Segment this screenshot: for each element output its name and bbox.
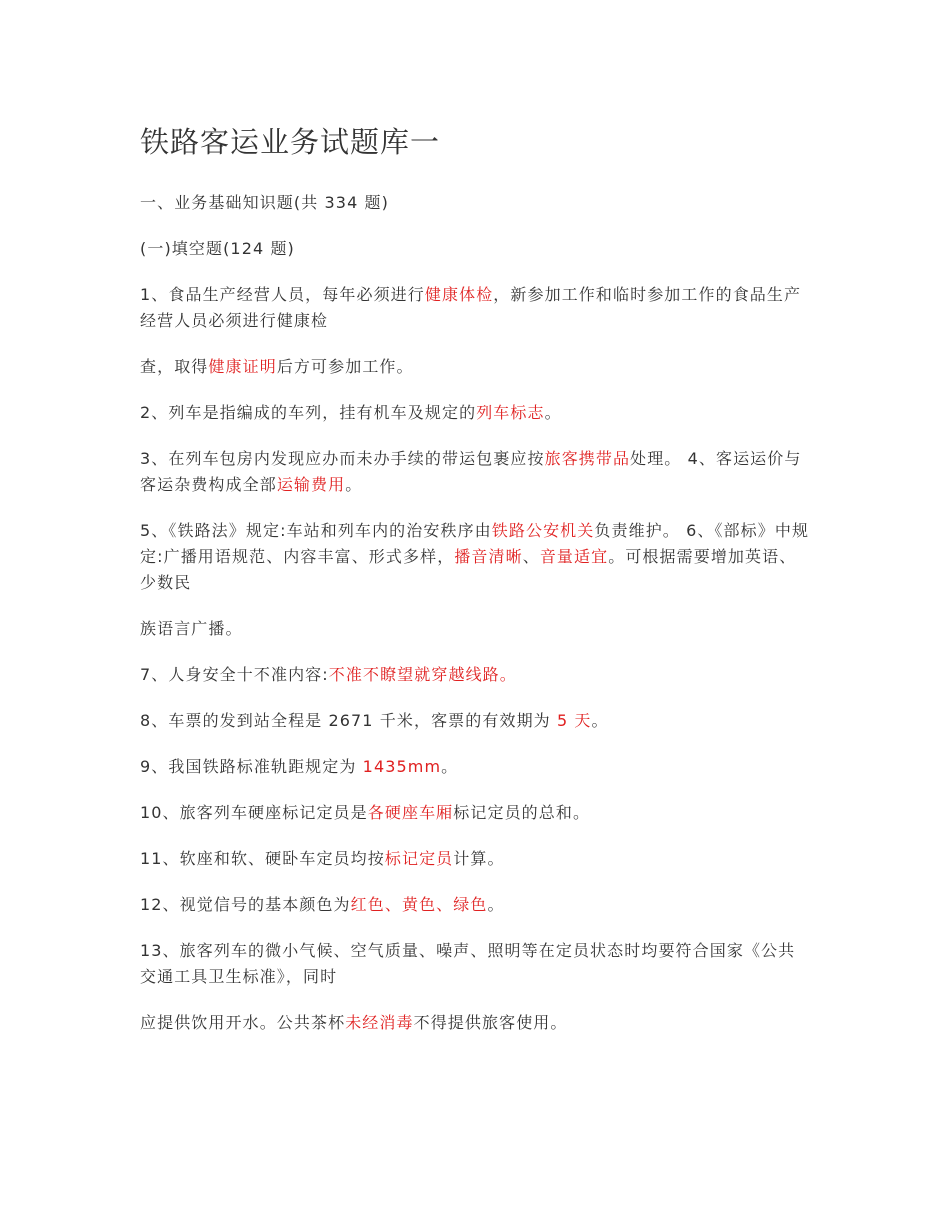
document-body: [140, 190, 812, 1036]
paragraph-text: ，新参加工作和临时参加工作的食品生产经营人员必须进行健康检: [140, 285, 802, 330]
highlighted-answer: 健康体检: [424, 285, 494, 304]
paragraph-text: 。: [345, 475, 363, 494]
paragraph: [140, 938, 812, 990]
paragraph: [140, 662, 812, 688]
paragraph: [140, 708, 812, 734]
highlighted-answer: 未经消毒: [345, 1013, 414, 1032]
paragraph: [140, 892, 812, 918]
paragraph-text: 13、旅客列车的微小气候、空气质量、噪声、照明等在定员状态时均要符合国家《公共交通工具卫生标准》，同时: [140, 941, 796, 986]
highlighted-answer: 标记定员: [384, 849, 454, 868]
paragraph: [140, 236, 812, 262]
paragraph-text: 负责维护。 6、《部标》中规定:广播用语规范、内容丰富、形式多样，: [140, 521, 810, 566]
paragraph-text: 3、在列车包房内发现应办而未办手续的带运包裹应按: [140, 449, 545, 468]
paragraph-text: 、: [522, 547, 540, 566]
paragraph-text: 应提供饮用开水。公共茶杯: [140, 1013, 346, 1032]
paragraph-text: 计算。: [453, 849, 505, 868]
paragraph-text: 8、车票的发到站全程是 2671 千米，客票的有效期为: [140, 711, 557, 730]
paragraph: [140, 518, 812, 596]
paragraph: [140, 282, 812, 334]
highlighted-answer: 各硬座车厢: [367, 803, 454, 822]
paragraph-text: 族语言广播。: [140, 619, 243, 638]
paragraph-text: 9、我国铁路标准轨距规定为: [140, 757, 363, 776]
highlighted-answer: 5 天: [556, 711, 592, 730]
paragraph-text: 11、软座和软、硬卧车定员均按: [140, 849, 385, 868]
paragraph-text: 5、《铁路法》规定:车站和列车内的治安秩序由: [140, 521, 492, 540]
paragraph-text: 1、食品生产经营人员，每年必须进行: [140, 285, 425, 304]
paragraph-text: 。可根据需要增加英语、少数民: [140, 547, 797, 592]
paragraph-text: 。: [487, 895, 505, 914]
highlighted-answer: 旅客携带品: [544, 449, 631, 468]
paragraph: [140, 446, 812, 498]
highlighted-answer: 红色、黄色、绿色: [350, 895, 488, 914]
paragraph-text: 查，取得: [140, 357, 209, 376]
paragraph-text: 2、列车是指编成的车列，挂有机车及规定的: [140, 403, 477, 422]
highlighted-answer: 运输费用: [276, 475, 346, 494]
paragraph: [140, 1010, 812, 1036]
document-page: [140, 120, 812, 1056]
paragraph-text: 12、视觉信号的基本颜色为: [140, 895, 351, 914]
paragraph-text: 7、人身安全十不准内容:: [140, 665, 329, 684]
paragraph: [140, 190, 812, 216]
paragraph-text: (一)填空题(124 题): [140, 239, 295, 258]
paragraph: [140, 616, 812, 642]
paragraph: [140, 800, 812, 826]
paragraph: [140, 754, 812, 780]
paragraph-text: 。: [591, 711, 609, 730]
paragraph-text: 10、旅客列车硬座标记定员是: [140, 803, 368, 822]
paragraph: [140, 354, 812, 380]
highlighted-answer: 列车标志: [476, 403, 545, 422]
highlighted-answer: 健康证明: [208, 357, 277, 376]
highlighted-answer: 1435mm: [362, 757, 442, 776]
paragraph-text: 。: [544, 403, 562, 422]
paragraph-text: 标记定员的总和。: [453, 803, 591, 822]
highlighted-answer: 播音清晰: [454, 547, 523, 566]
paragraph: [140, 846, 812, 872]
paragraph-text: 一、业务基础知识题(共 334 题): [140, 193, 389, 212]
highlighted-answer: 音量适宜: [539, 547, 609, 566]
paragraph-text: 不得提供旅客使用。: [413, 1013, 568, 1032]
paragraph-text: 处理。 4、客运运价与客运杂费构成全部: [140, 449, 802, 494]
paragraph-text: 后方可参加工作。: [276, 357, 414, 376]
highlighted-answer: 铁路公安机关: [491, 521, 595, 540]
document-title: 铁路客运业务试题库一: [140, 125, 441, 159]
paragraph: [140, 400, 812, 426]
highlighted-answer: 不准不瞭望就穿越线路。: [328, 665, 517, 684]
paragraph-text: 。: [441, 757, 459, 776]
